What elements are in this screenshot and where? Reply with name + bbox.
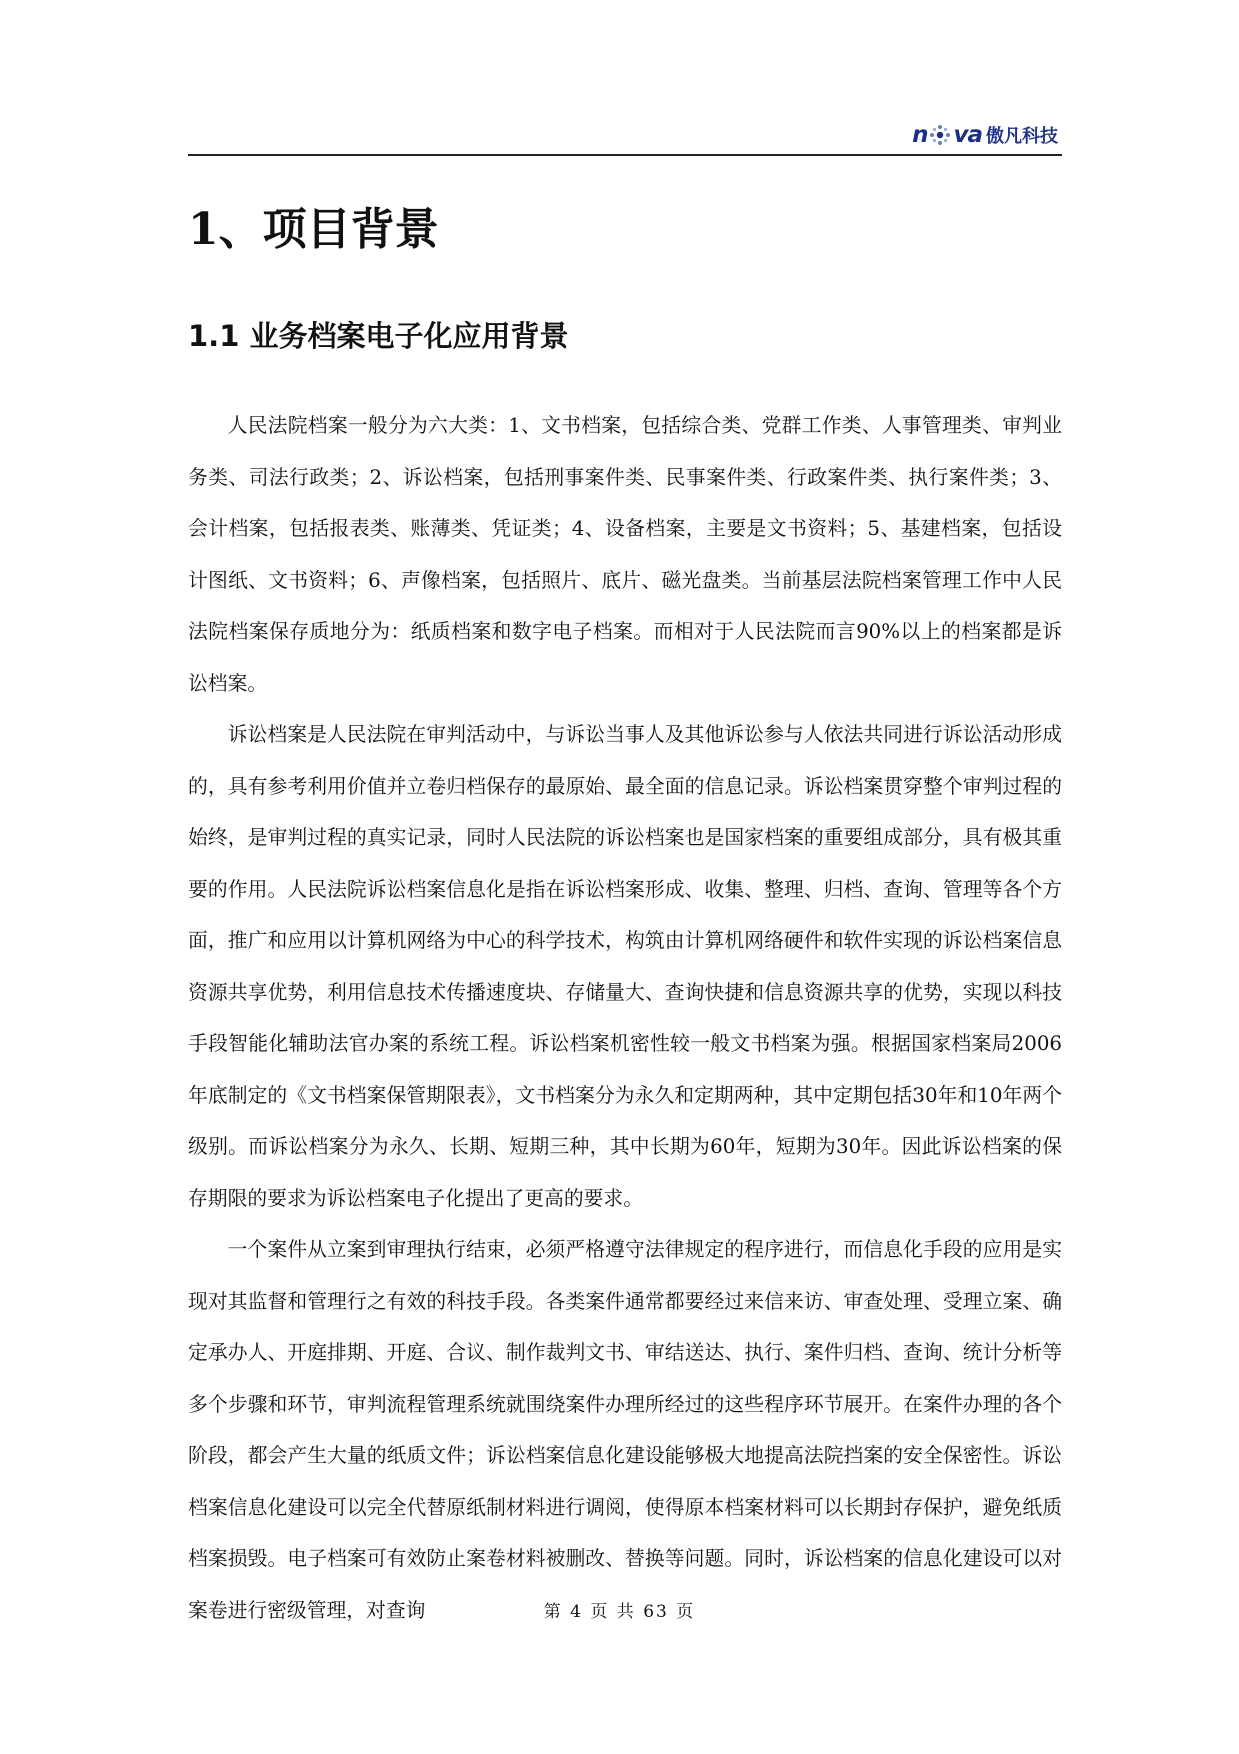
section-heading: 1、项目背景 (188, 204, 439, 255)
subsection-heading: 1.1 业务档案电子化应用背景 (188, 319, 569, 353)
company-logo (912, 120, 1058, 150)
page-header (188, 114, 1062, 156)
logo-company-name: 傲凡科技 (986, 126, 1058, 147)
logo-word-right: va (953, 122, 982, 148)
logo-word-left: n (912, 122, 928, 148)
body-text (188, 400, 1062, 1636)
page-footer: 第 4 页 共 63 页 (543, 1602, 696, 1622)
paragraph-2: 诉讼档案是人民法院在审判活动中，与诉讼当事人及其他诉讼参与人依法共同进行诉讼活动形成的，具有参考利用价值并立卷归档保存的最原始、最全面的信息记录。诉讼档案贯穿整个审判过程的始终，是审判过程的真实记录，同时人民法院的诉讼档案也是国家档案的重要组成部分，具有极其重要的作用。人民法院诉讼档案信息化是指在诉讼档案形成、收集、整理、归档、查询、管理等各个方面，推广和应用以计算机网络为中心的科学技术，构筑由计算机网络硬件和软件实现的诉讼档案信息资源共享优势，利用信息技术传播速度块、存储量大、查询快捷和信息资源共享的优势，实现以科技手段智能化辅助法官办案的系统工程。诉讼档案机密性较一般文书档案为强。根据国家档案局2006年底制定的《文书档案保管期限表》，文书档案分为永久和定期两种，其中定期包括30年和10年两个级别。而诉讼档案分为永久、长期、短期三种，其中长期为60年，短期为30年。因此诉讼档案的保存期限的要求为诉讼档案电子化提出了更高的要求。 (188, 723, 1062, 1210)
paragraph-1: 人民法院档案一般分为六大类：1、文书档案，包括综合类、党群工作类、人事管理类、审判业务类、司法行政类；2、诉讼档案，包括刑事案件类、民事案件类、行政案件类、执行案件类；3、会计档案，包括报表类、账薄类、凭证类；4、设备档案，主要是文书资料；5、基建档案，包括设计图纸、文书资料；6、声像档案，包括照片、底片、磁光盘类。当前基层法院档案管理工作中人民法院档案保存质地分为：纸质档案和数字电子档案。而相对于人民法院而言90%以上的档案都是诉讼档案。 (188, 414, 1062, 695)
paragraph-3: 一个案件从立案到审理执行结束，必须严格遵守法律规定的程序进行，而信息化手段的应用是实现对其监督和管理行之有效的科技手段。各类案件通常都要经过来信来访、审查处理、受理立案、确定承办人、开庭排期、开庭、合议、制作裁判文书、审结送达、执行、案件归档、查询、统计分析等多个步骤和环节，审判流程管理系统就围绕案件办理所经过的这些程序环节展开。在案件办理的各个阶段，都会产生大量的纸质文件；诉讼档案信息化建设能够极大地提高法院挡案的安全保密性。诉讼档案信息化建设可以完全代替原纸制材料进行调阅，使得原本档案材料可以长期封存保护，避免纸质档案损毁。电子档案可有效防止案卷材料被删改、替换等问题。同时，诉讼档案的信息化建设可以对案卷进行密级管理，对查询 (188, 1238, 1062, 1622)
star-cluster-icon (928, 123, 952, 147)
